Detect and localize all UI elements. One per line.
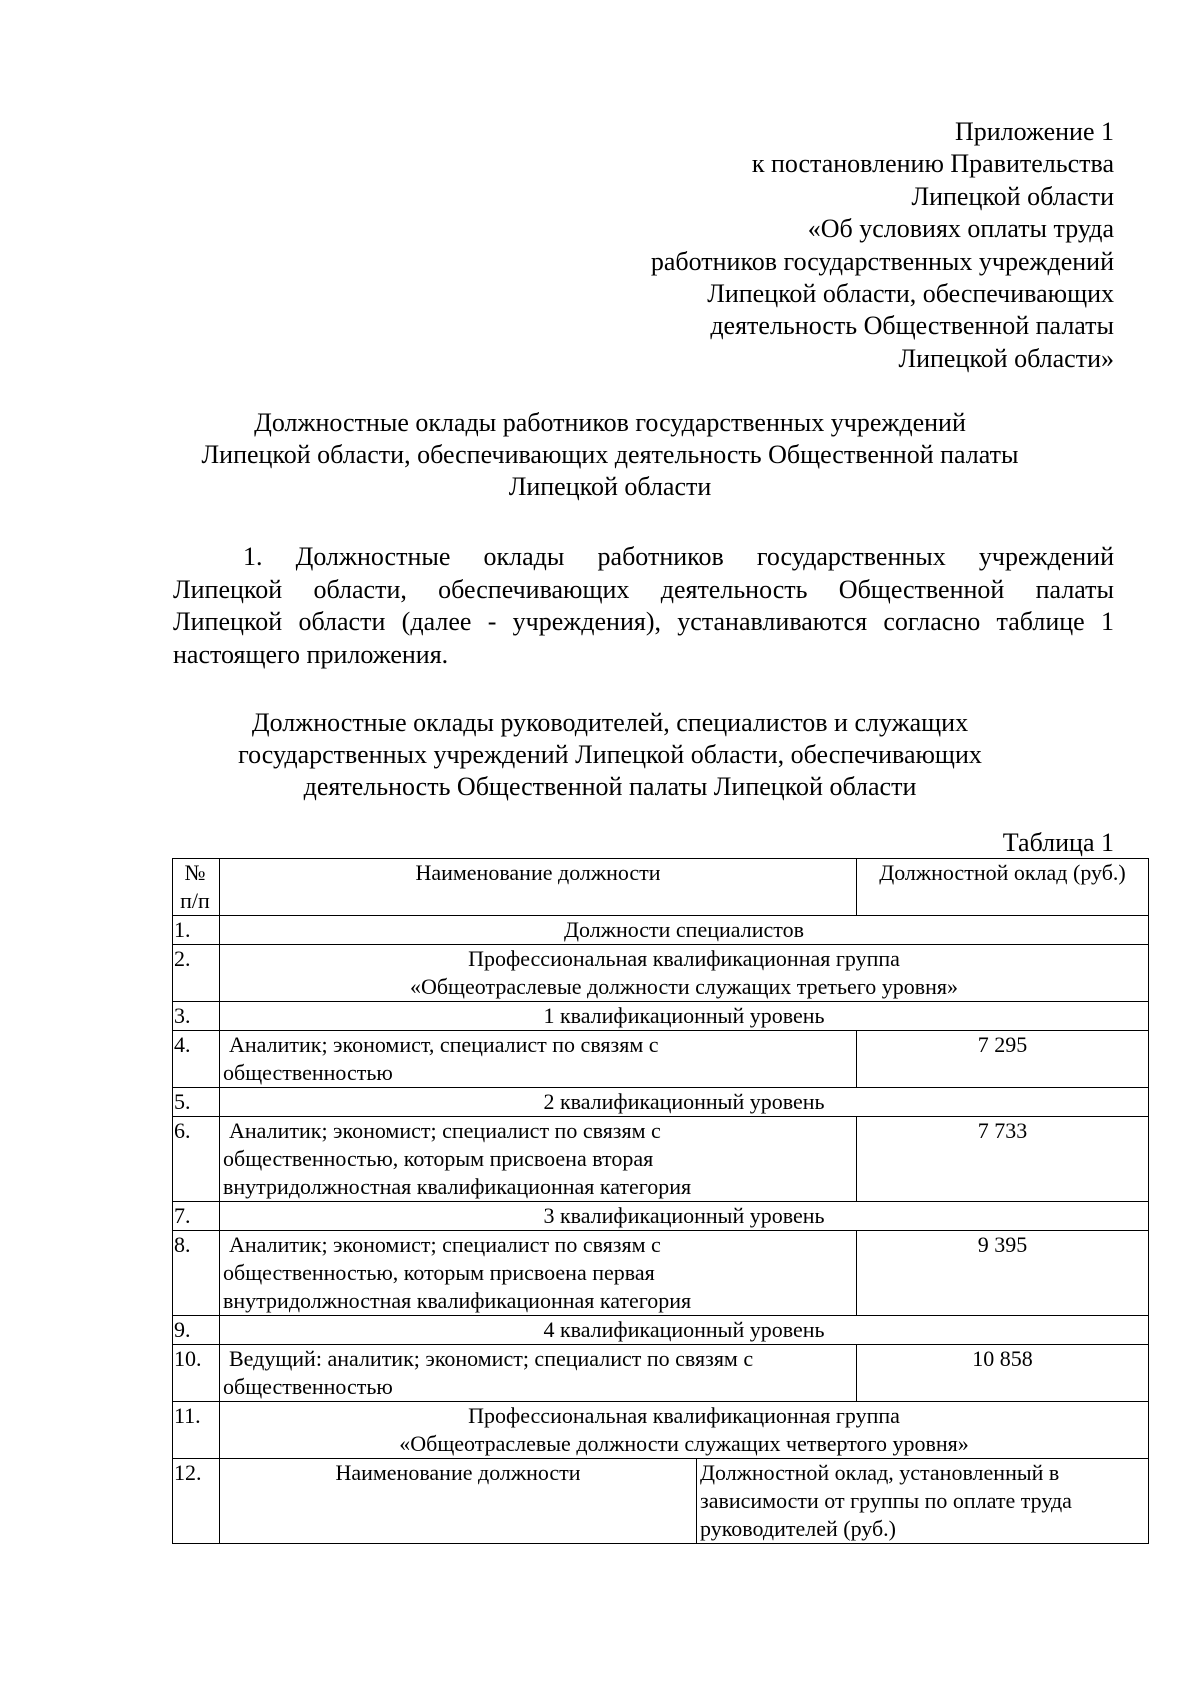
appendix-line: к постановлению Правительства — [751, 149, 1114, 179]
group-title-line: «Общеотраслевые должности служащих четвертого уровня» — [399, 1431, 969, 1456]
row-num: 10. — [173, 1345, 220, 1402]
row-num: 12. — [173, 1459, 220, 1544]
position-name — [220, 1117, 857, 1202]
paragraph-line: Липецкой области, обеспечивающих деятельность Общественной палаты — [173, 574, 1114, 604]
position-line: общественностью — [223, 1060, 393, 1085]
title-line: Липецкой области, обеспечивающих деятельность Общественной палаты — [201, 440, 1019, 469]
table-label: Таблица 1 — [1002, 828, 1114, 857]
appendix-line: «Об условиях оплаты труда — [807, 214, 1114, 244]
subheader-salary-line: Должностной оклад, установленный в — [700, 1460, 1060, 1485]
position-line: общественностью, которым присвоена первая — [223, 1260, 655, 1285]
appendix-line: Липецкой области — [911, 181, 1114, 211]
paragraph-1 — [173, 541, 1114, 671]
position-name — [220, 1031, 857, 1088]
position-line: общественностью — [223, 1374, 393, 1399]
table-row — [173, 1231, 1149, 1316]
salary-value: 10 858 — [857, 1345, 1149, 1402]
level-title: 2 квалификационный уровень — [220, 1088, 1149, 1117]
table-row — [173, 1345, 1149, 1402]
appendix-line: работников государственных учреждений — [650, 246, 1114, 276]
subheader-table — [220, 1459, 1148, 1543]
salary-value: 9 395 — [857, 1231, 1149, 1316]
row-num: 9. — [173, 1316, 220, 1345]
row-num: 5. — [173, 1088, 220, 1117]
section-title: Должности специалистов — [220, 916, 1149, 945]
salary-value: 7 733 — [857, 1117, 1149, 1202]
position-line: Ведущий: аналитик; экономист; специалист по связям с — [229, 1346, 754, 1371]
level-title: 1 квалификационный уровень — [220, 1002, 1149, 1031]
header-num-line: № — [184, 860, 206, 885]
title-line: Должностные оклады руководителей, специалистов и служащих — [251, 708, 969, 737]
salary-table — [172, 858, 1149, 1544]
table-header-row — [173, 859, 1149, 916]
table-row — [173, 1117, 1149, 1202]
appendix-line: деятельность Общественной палаты — [710, 311, 1114, 341]
position-line: Аналитик; экономист, специалист по связям с — [229, 1032, 659, 1057]
table-row — [173, 1202, 1149, 1231]
group-title-line: Профессиональная квалификационная группа — [468, 1403, 900, 1428]
table-row — [173, 1002, 1149, 1031]
table-row — [173, 1031, 1149, 1088]
position-name — [220, 1231, 857, 1316]
header-salary-cell: Должностной оклад (руб.) — [857, 859, 1149, 916]
row-num: 6. — [173, 1117, 220, 1202]
appendix-line: Липецкой области» — [898, 343, 1114, 373]
subheader-salary — [697, 1459, 1149, 1543]
title-line: Должностные оклады работников государственных учреждений — [254, 408, 966, 437]
table-row — [173, 1459, 1149, 1544]
paragraph-line: Липецкой области (далее - учреждения), устанавливаются согласно таблице 1 — [173, 607, 1114, 636]
row-num: 4. — [173, 1031, 220, 1088]
paragraph-line: 1. Должностные оклады работников государственных учреждений — [243, 542, 1114, 571]
table-row — [173, 916, 1149, 945]
level-title: 3 квалификационный уровень — [220, 1202, 1149, 1231]
appendix-line: Приложение 1 — [954, 117, 1114, 146]
row-num: 7. — [173, 1202, 220, 1231]
salary-value: 7 295 — [857, 1031, 1149, 1088]
subheader-row — [220, 1459, 1148, 1543]
appendix-header — [651, 116, 1114, 375]
table-title — [140, 707, 1080, 803]
position-line: Аналитик; экономист; специалист по связям с — [229, 1118, 661, 1143]
position-line: Аналитик; экономист; специалист по связям с — [229, 1232, 661, 1257]
row-num: 11. — [173, 1402, 220, 1459]
appendix-line: Липецкой области, обеспечивающих — [707, 279, 1114, 309]
title-line: деятельность Общественной палаты Липецкой области — [303, 772, 917, 801]
subheader-cell — [220, 1459, 1149, 1544]
table-row — [173, 945, 1149, 1002]
table-row — [173, 1088, 1149, 1117]
group-title — [220, 1402, 1149, 1459]
table-row — [173, 1402, 1149, 1459]
group-title — [220, 945, 1149, 1002]
group-title-line: «Общеотраслевые должности служащих третьего уровня» — [409, 974, 959, 999]
row-num: 1. — [173, 916, 220, 945]
group-title-line: Профессиональная квалификационная группа — [468, 946, 900, 971]
header-num-cell — [173, 859, 220, 916]
title-line: государственных учреждений Липецкой области, обеспечивающих — [238, 740, 982, 769]
position-line: общественностью, которым присвоена вторая — [223, 1146, 654, 1171]
row-num: 3. — [173, 1002, 220, 1031]
position-line: внутридолжностная квалификационная категория — [223, 1174, 692, 1199]
subheader-name: Наименование должности — [220, 1459, 697, 1543]
subheader-salary-line: зависимости от группы по оплате труда — [700, 1488, 1072, 1513]
paragraph-line: настоящего приложения. — [173, 639, 449, 669]
row-num: 2. — [173, 945, 220, 1002]
header-num-line: п/п — [180, 888, 210, 913]
document-title — [140, 407, 1080, 503]
subheader-salary-line: руководителей (руб.) — [700, 1516, 897, 1541]
position-name — [220, 1345, 857, 1402]
title-line: Липецкой области — [508, 472, 712, 501]
position-line: внутридолжностная квалификационная категория — [223, 1288, 692, 1313]
header-name-cell: Наименование должности — [220, 859, 857, 916]
row-num: 8. — [173, 1231, 220, 1316]
table-row — [173, 1316, 1149, 1345]
level-title: 4 квалификационный уровень — [220, 1316, 1149, 1345]
